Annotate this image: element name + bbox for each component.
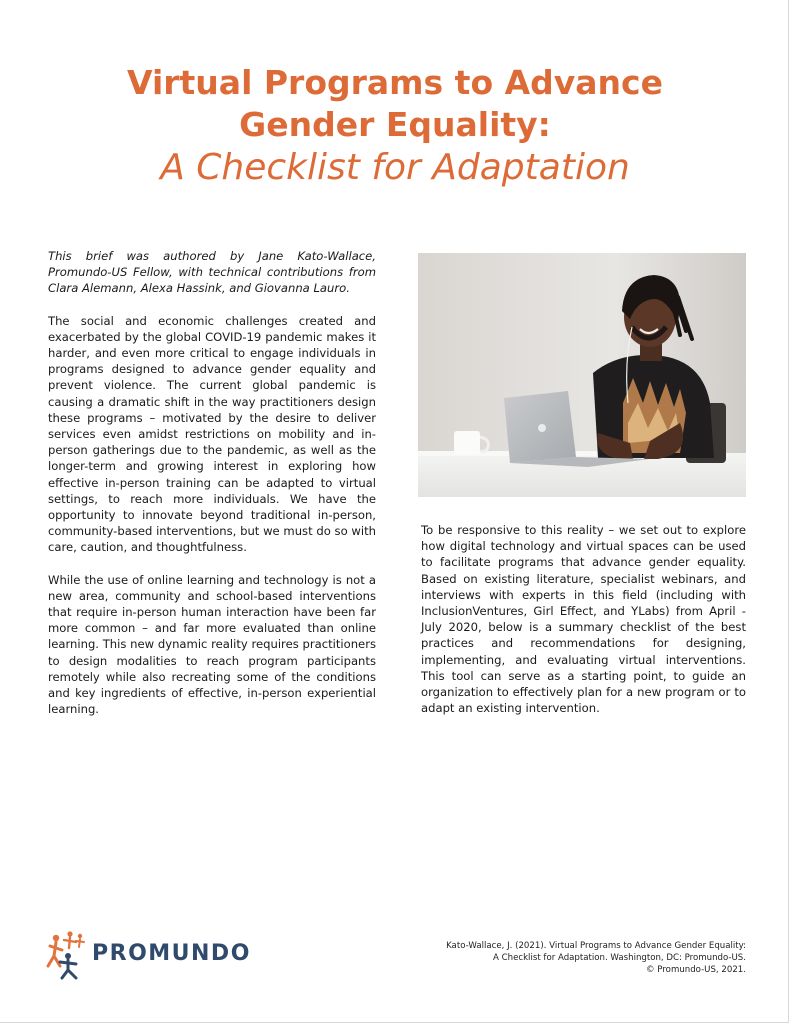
person-with-laptop-photo bbox=[418, 253, 746, 497]
citation-line-1: Kato-Wallace, J. (2021). Virtual Programs to Advance Gender Equality: bbox=[446, 941, 746, 951]
page-title bbox=[40, 62, 750, 190]
left-column bbox=[48, 248, 376, 733]
citation-line-2: A Checklist for Adaptation. Washington, DC: Promundo-US. bbox=[493, 953, 746, 963]
body-paragraph-3: To be responsive to this reality – we set out to explore how digital technology and virtual spaces can be used to facilitate programs that advance gender equality. Based on existing literature, specialist webinars, and interviews with experts in this field (including with InclusionVentures, Girl Effect, and YLabs) from April - July 2020, below is a summary checklist of the best practices and recommendations for designing, implementing, and evaluating virtual interventions. This tool can serve as a starting point, to guide an organization to effectively plan for a new program or to adapt an existing intervention. bbox=[421, 523, 746, 716]
promundo-wordmark: PROMUNDO bbox=[92, 941, 251, 966]
right-column bbox=[421, 522, 746, 716]
page-subtitle: A Checklist for Adaptation bbox=[160, 147, 630, 188]
body-paragraph-1: The social and economic challenges created and exacerbated by the global COVID-19 pandemic makes it harder, and even more critical to engage individuals in programs designed to advance gender equality and prevent violence. The current global pandemic is causing a dramatic shift in the way practitioners design these programs – motivated by the desire to deliver services even amidst restrictions on mobility and in-person gatherings due to the pandemic, as well as the longer-term and growing interest in exploring how effective in-person training can be adapted to virtual settings, to reach more individuals. We have the opportunity to innovate beyond traditional in-person, community-based interventions, but we must do so with care, caution, and thoughtfulness. bbox=[48, 313, 376, 555]
title-line-1: Virtual Programs to Advance bbox=[126, 63, 663, 102]
copyright-line: © Promundo-US, 2021. bbox=[645, 965, 746, 975]
promundo-figures-icon bbox=[46, 926, 90, 982]
citation bbox=[386, 940, 746, 976]
author-byline: This brief was authored by Jane Kato-Wallace, Promundo-US Fellow, with technical contributions from Clara Alemann, Alexa Hassink, and Giovanna Lauro. bbox=[48, 249, 376, 296]
promundo-logo bbox=[46, 926, 286, 982]
title-line-2: Gender Equality: bbox=[239, 105, 551, 144]
body-paragraph-2: While the use of online learning and technology is not a new area, community and school-based interventions that require in-person human interaction have been far more common – and far more evaluated than online learning. This new dynamic reality requires practitioners to design modalities to reach program participants remotely while also recreating some of the conditions and key ingredients of effective, in-person experiential learning. bbox=[48, 572, 376, 717]
